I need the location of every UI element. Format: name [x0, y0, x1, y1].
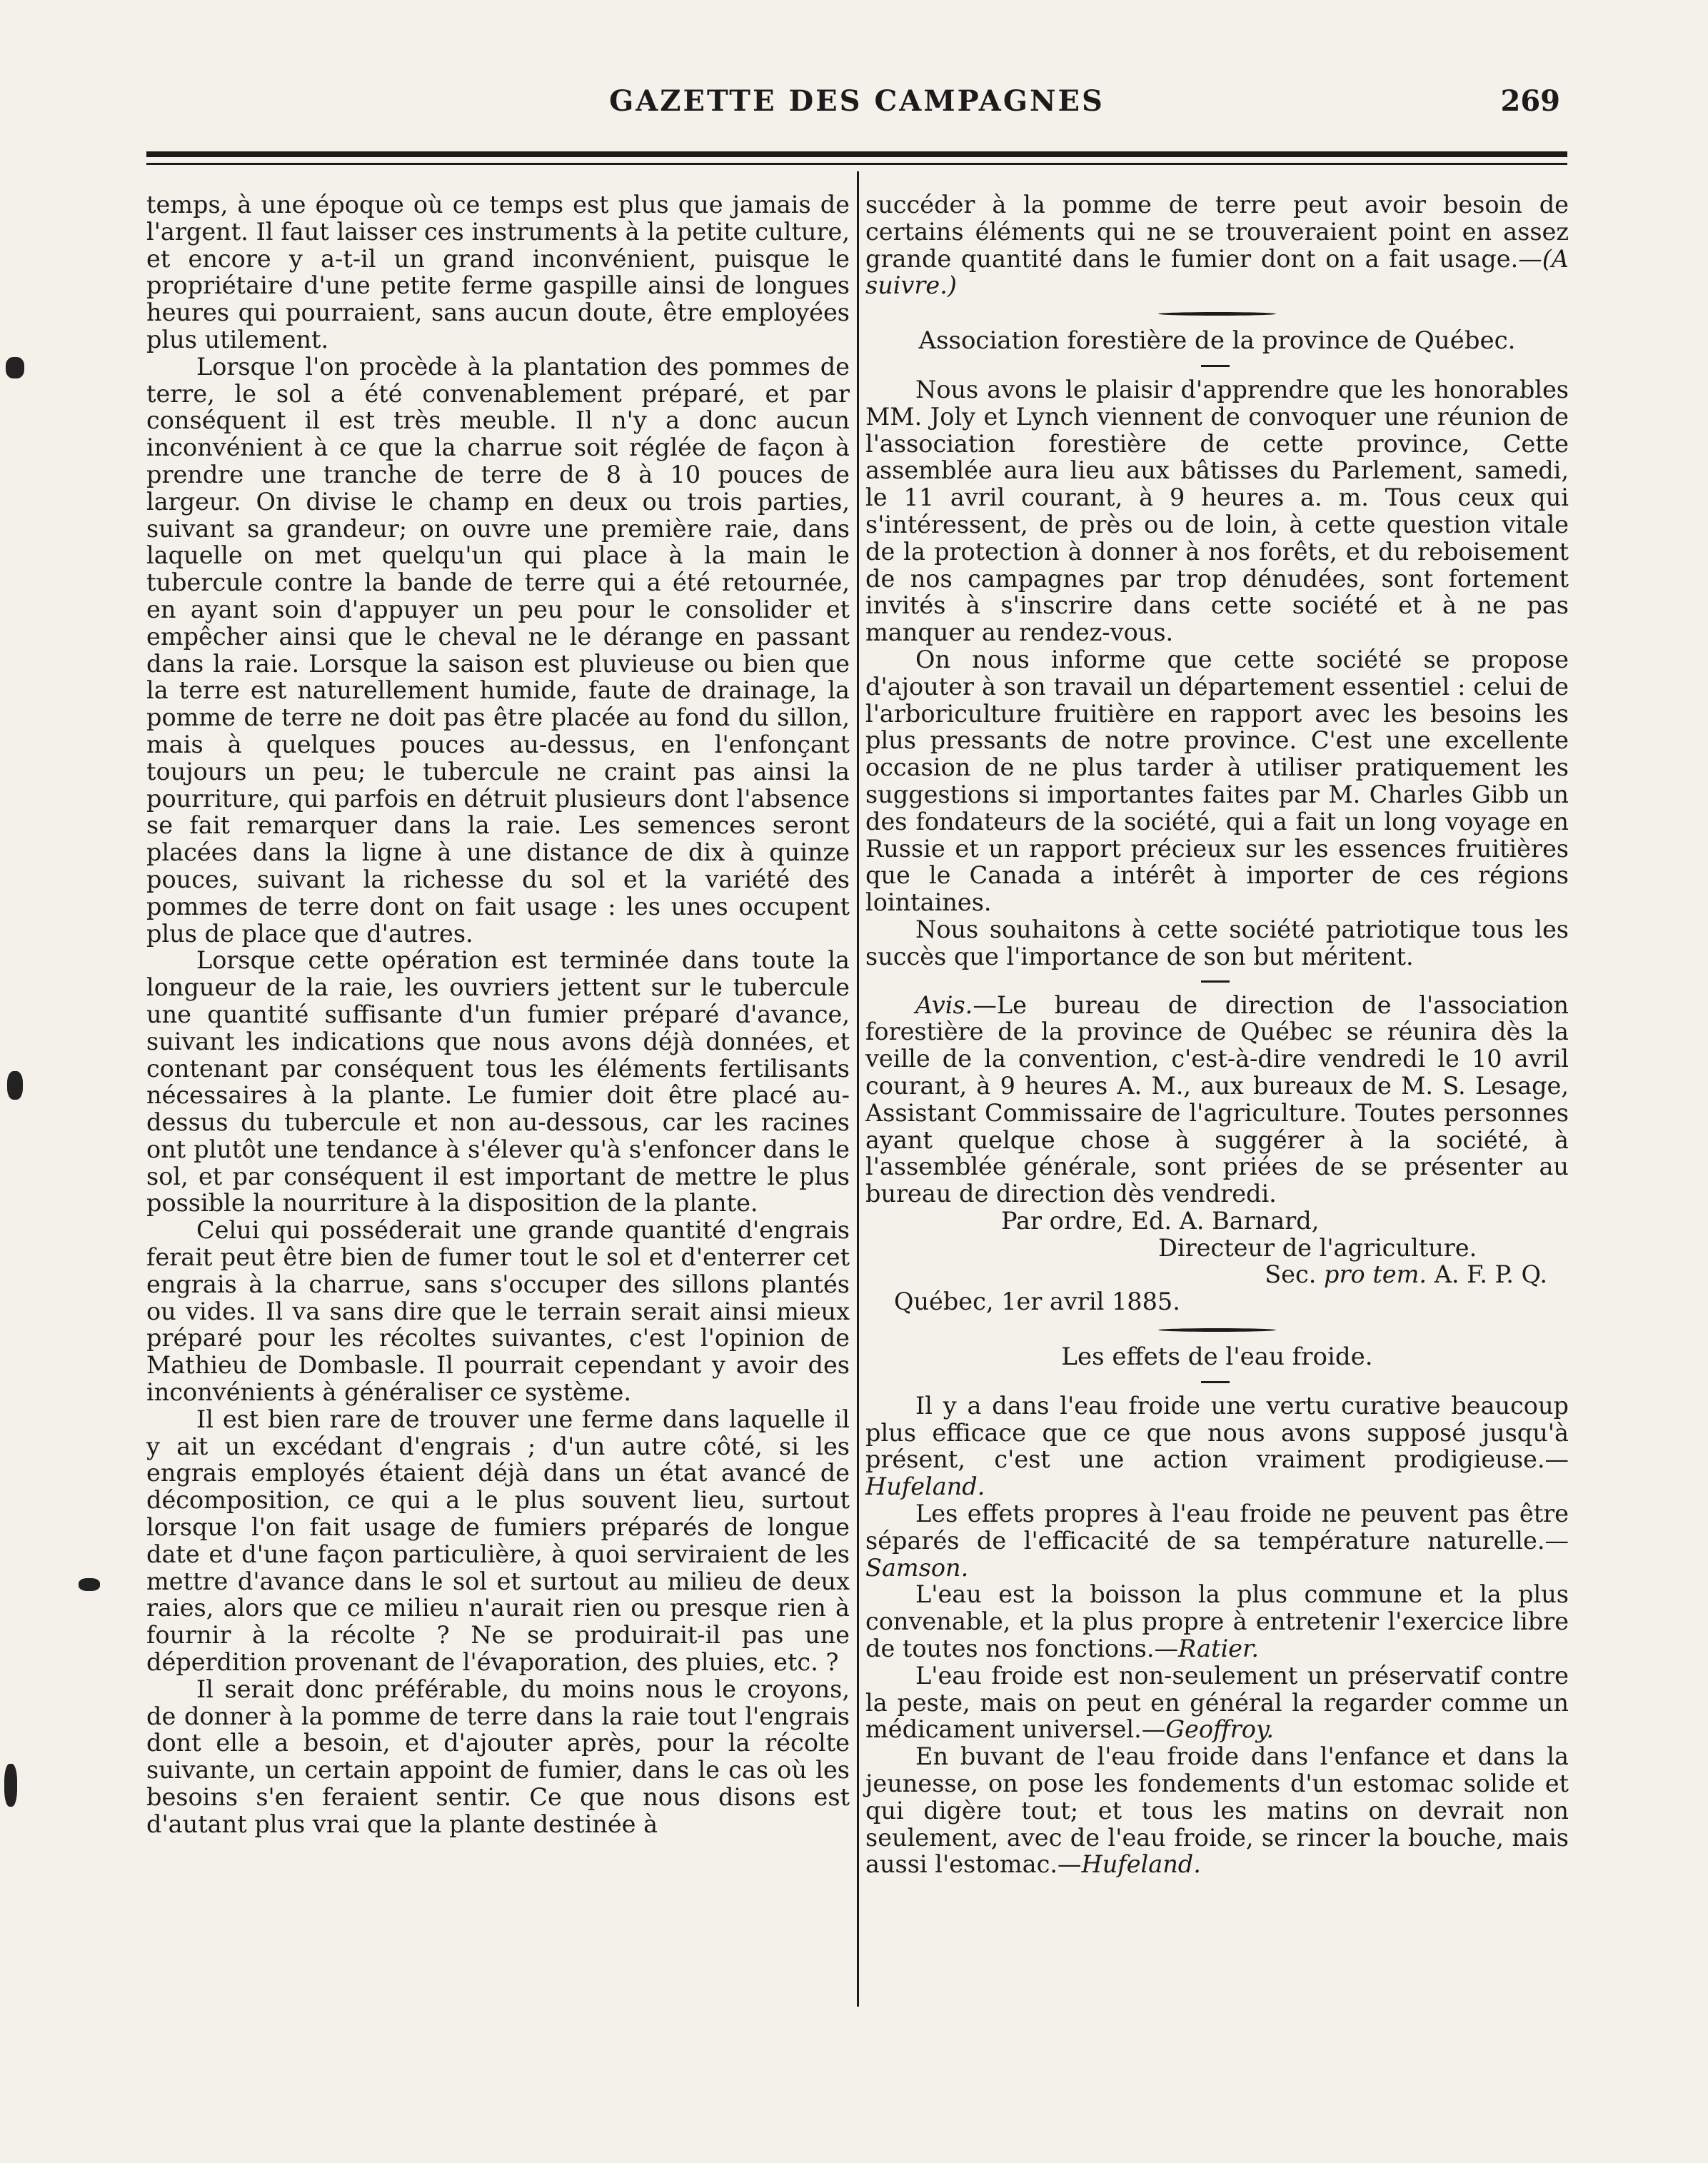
quote-attribution: Hufeland. [865, 1472, 985, 1501]
page-header [146, 84, 1567, 134]
quote-attribution: Geoffroy. [1165, 1715, 1275, 1744]
ink-blot [6, 357, 24, 378]
paragraph: Il est bien rare de trouver une ferme dans laquelle il y ait un excédant d'engrais ; d'un autre côté, si les engrais employés étaient déjà dans un état avancé de décomposition, ce qui a le plus souvent lieu, surtout lorsque l'on fait usage de fumiers préparés de longue date et d'une façon particulière, à quoi serviraient de les mettre d'avance dans le sol et surtout au milieu de deux raies, alors que ce milieu n'aurait rien ou presque rien à fournir à la récolte ? Ne se produirait-il pas une déperdition provenant de l'évaporation, des pluies, etc. ? [146, 1405, 850, 1677]
quote-paragraph [865, 1743, 1569, 1878]
quote-paragraph [865, 1581, 1569, 1662]
header-rule-thick [146, 151, 1567, 157]
to-be-continued: (A suivre.) [865, 244, 1569, 300]
column-divider [857, 171, 859, 2007]
quote-attribution: —Samson. [865, 1526, 1569, 1582]
sec-suffix: A. F. P. Q. [1434, 1260, 1547, 1289]
sec-prefix: Sec. [1265, 1260, 1317, 1289]
quote-text: L'eau est la boisson la plus commune et la plus convenable, et la plus propre à entretenir l'exercice libre de toutes nos fonctions.— [865, 1580, 1569, 1663]
quote-paragraph [865, 1392, 1569, 1500]
section-separator [865, 299, 1569, 326]
quote-attribution: Hufeland. [1081, 1850, 1201, 1879]
paragraph: On nous informe que cette société se propose d'ajouter à son travail un département essentiel : celui de l'arboriculture fruitière en rapport avec les besoins les plus pressants de notre province. C'est une excellente occasion de ne plus tarder à utiliser pratiquement les suggestions si importantes faites par M. Charles Gibb un des fondateurs de la société, qui a fait un long voyage en Russie et un rapport précieux sur les essences fruitières que le Canada a intérêt à importer de ces régions lointaines. [865, 645, 1569, 917]
paragraph: Nous avons le plaisir d'apprendre que les honorables MM. Joly et Lynch viennent de convoquer une réunion de l'association forestière de cette province, Cette assemblée aura lieu aux bâtisses du Parlement, samedi, le 11 avril courant, à 9 heures a. m. Tous ceux qui s'intéressent, de près ou de loin, à cette question vitale de la protection à donner à nos forêts, et du reboisement de nos campagnes par trop dénudées, sont fortement invités à s'inscrire dans cette société et à ne pas manquer au rendez-vous. [865, 375, 1569, 647]
notice-label: Avis. [915, 990, 973, 1019]
signature-title: Directeur de l'agriculture. [1158, 1233, 1477, 1262]
paragraph: Lorsque l'on procède à la plantation des pommes de terre, le sol a été convenablement préparé, et par conséquent il est très meuble. Il n'y a donc aucun inconvénient à ce que la charrue soit réglée de façon à prendre une tranche de terre de 8 à 10 pouces de largeur. On divise le champ en deux ou trois parties, suivant sa grandeur; on ouvre une première raie, dans laquelle on met quelqu'un qui place à la main le tubercule contre la bande de terre qui a été retournée, en ayant soin d'appuyer un peu pour le consolider et empêcher ainsi que le cheval ne le dérange en passant dans la raie. Lorsque la saison est pluvieuse ou bien que la terre est naturellement humide, faute de drainage, la pomme de terre ne doit pas être placée au fond du sillon, mais à quelques pouces au-dessus, en l'enfonçant toujours un peu; le tubercule ne craint pas ainsi la pourriture, qui parfois en détruit plusieurs dont l'absence se fait remarquer dans la raie. Les semences seront placées dans la ligne à une distance de dix à quinze pouces, suivant la richesse du sol et la variété des pommes de terre dont on fait usage : les unes occupent plus de place que d'autres. [146, 352, 850, 948]
quote-attribution: Ratier. [1178, 1635, 1259, 1663]
quote-paragraph [865, 1662, 1569, 1743]
section-separator [865, 1315, 1569, 1343]
paragraph: temps, à une époque où ce temps est plus que jamais de l'argent. Il faut laisser ces instruments à la petite culture, et encore y a-t-il un grand inconvénient, puisque le propriétaire d'une petite ferme gaspille ainsi de longues heures qui pourraient, sans aucun doute, être employées plus utilement. [146, 191, 850, 353]
title-dash [865, 1371, 1569, 1392]
notice-text: —Le bureau de direction de l'association forestière de la province de Québec se réunira dès la veille de la convention, c'est-à-dire vendredi le 10 avril courant, à 9 heures A. M., aux bureaux de M. S. Lesage, Assistant Commissaire de l'agriculture. Toutes personnes ayant quelque chose à suggérer à la société, à l'assemblée générale, sont priées de se présenter au bureau de direction dès vendredi. [865, 990, 1569, 1208]
page-title: GAZETTE DES CAMPAGNES [609, 84, 1105, 118]
right-column [865, 191, 1569, 1878]
ink-blot [7, 1071, 23, 1100]
quote-text: En buvant de l'eau froide dans l'enfance et dans la jeunesse, on pose les fondements d'un estomac solide et qui digère tout; et tous les matins on devrait non seulement, avec de l'eau froide, se rincer la bouche, mais aussi l'estomac.— [865, 1742, 1569, 1879]
left-column [146, 191, 850, 1838]
paragraph-text: succéder à la pomme de terre peut avoir besoin de certains éléments qui ne se trouveraient point en assez grande quantité dans le fumier dont on a fait usage.— [865, 191, 1569, 273]
quote-paragraph [865, 1500, 1569, 1581]
title-dash [865, 355, 1569, 376]
paragraph: Il serait donc préférable, du moins nous le croyons, de donner à la pomme de terre dans la raie tout l'engrais dont elle a besoin, et d'ajouter après, pour la récolte suivante, un certain appoint de fumier, dans le cas où les besoins s'en feraient sentir. Ce que nous disons est d'autant plus vrai que la plante destinée à [146, 1675, 850, 1838]
paragraph: Nous souhaitons à cette société patriotique tous les succès que l'importance de son but méritent. [865, 915, 1569, 970]
header-rule-thin [146, 163, 1567, 165]
notice-paragraph [865, 992, 1569, 1208]
signature-secretary [865, 1261, 1569, 1288]
quote-text: L'eau froide est non-seulement un préservatif contre la peste, mais on peut en général la regarder comme un médicament universel.— [865, 1661, 1569, 1744]
paragraph: Celui qui posséderait une grande quantité d'engrais ferait peut être bien de fumer tout le sol et d'enterrer cet engrais à la charrue, sans s'occuper des sillons plantés ou vides. Il va sans dire que le terrain serait ainsi mieux préparé pour les récoltes suivantes, c'est l'opinion de Mathieu de Dombasle. Il pourrait cependant y avoir des inconvénients à généraliser ce système. [146, 1216, 850, 1407]
ink-blot [4, 1764, 17, 1807]
section-separator-short [865, 970, 1569, 992]
signature-line: Par ordre, Ed. A. Barnard, [1001, 1206, 1320, 1235]
paragraph: Lorsque cette opération est terminée dans toute la longueur de la raie, les ouvriers jettent sur le tubercule une quantité suffisante d'un fumier préparé d'avance, suivant les indications que nous avons déjà données, et contenant par conséquent tous les éléments fertilisants nécessaires à la plante. Le fumier doit être placé au-dessus du tubercule et non au-dessous, car les racines ont plutôt une tendance à s'élever qu'à s'enfoncer dans le sol, et par conséquent il est important de mettre le plus possible la nourriture à la disposition de la plante. [146, 946, 850, 1218]
sec-protem: pro tem. [1324, 1260, 1427, 1289]
quote-text: Les effets propres à l'eau froide ne peuvent pas être séparés de l'efficacité de sa température naturelle. [865, 1500, 1569, 1555]
page-number: 269 [1500, 84, 1560, 118]
section-title-eau-froide: Les effets de l'eau froide. [1061, 1343, 1373, 1372]
section-title-association: Association forestière de la province de Québec. [918, 326, 1516, 356]
dateline: Québec, 1er avril 1885. [894, 1288, 1180, 1316]
ink-blot [79, 1578, 100, 1591]
paragraph [865, 191, 1569, 299]
quote-text: Il y a dans l'eau froide une vertu curative beaucoup plus efficace que ce que nous avons supposé jusqu'à présent, c'est une action vraiment prodigieuse.— [865, 1391, 1569, 1474]
